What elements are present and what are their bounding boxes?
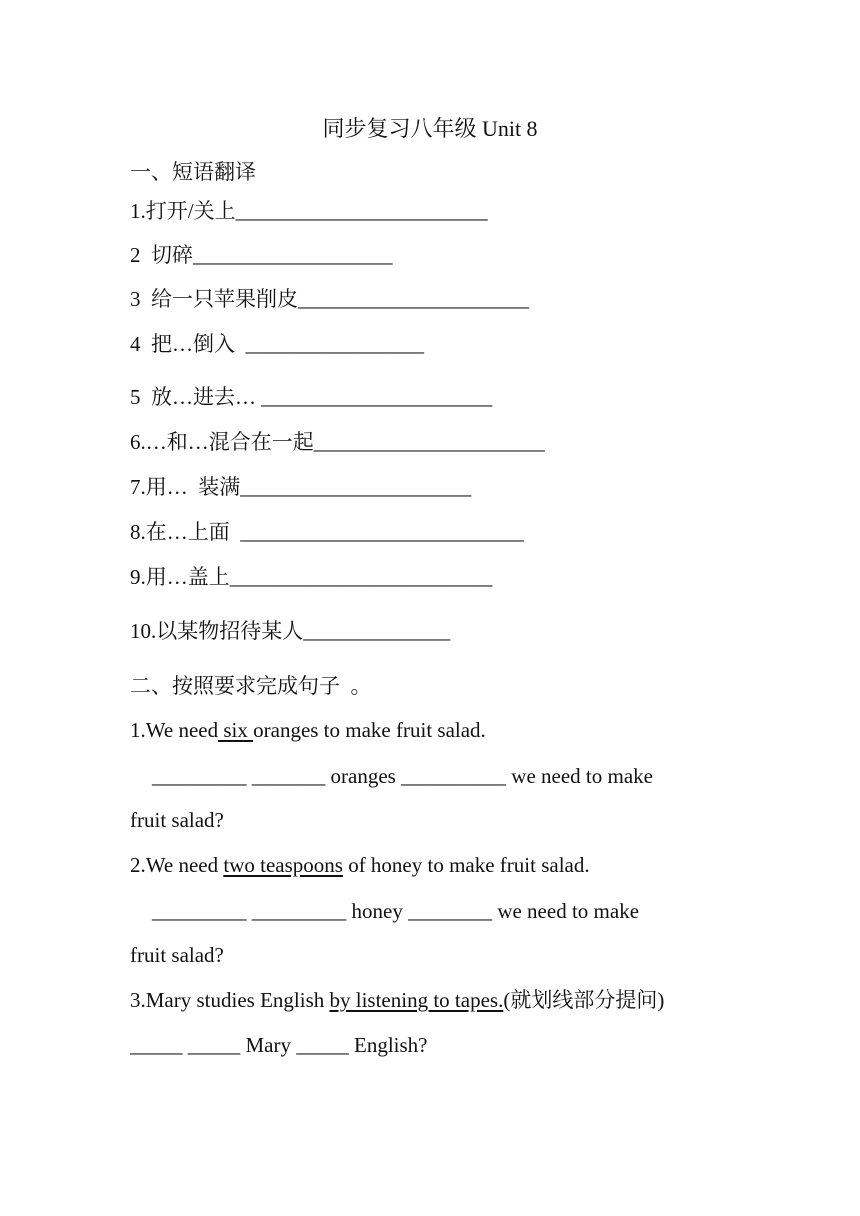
question-3-post: (就划线部分提问) <box>503 988 665 1012</box>
question-2-answer-line-2: fruit salad? <box>130 943 224 967</box>
question-1-answer-line-1: _________ _______ oranges __________ we need to make <box>152 764 653 788</box>
question-3-underlined: by listening to tapes. <box>329 988 504 1012</box>
question-2-post: of honey to make fruit salad. <box>342 853 590 877</box>
question-3-pre: 3.Mary studies English <box>130 988 330 1012</box>
section-heading-translation: 一、短语翻译 <box>130 160 256 184</box>
phrase-item-2: 2 切碎___________________ <box>130 243 393 267</box>
phrase-item-3: 3 给一只苹果削皮______________________ <box>130 287 529 311</box>
question-1 <box>130 716 486 744</box>
page-title: 同步复习八年级 Unit 8 <box>322 116 538 141</box>
phrase-item-8: 8.在…上面 ___________________________ <box>130 520 524 544</box>
phrase-item-10: 10.以某物招待某人______________ <box>130 619 451 643</box>
phrase-item-6: 6.…和…混合在一起______________________ <box>130 430 545 454</box>
question-3-answer-line-1: _____ _____ Mary _____ English? <box>130 1033 428 1057</box>
phrase-item-7: 7.用… 装满______________________ <box>130 475 472 499</box>
question-1-underlined: six <box>218 718 254 742</box>
question-2 <box>130 851 590 879</box>
question-2-underlined: two teaspoons <box>223 853 343 877</box>
question-2-answer-line-1: _________ _________ honey ________ we need to make <box>152 899 640 923</box>
phrase-item-9: 9.用…盖上_________________________ <box>130 565 493 589</box>
section-heading-sentences: 二、按照要求完成句子 。 <box>130 674 372 698</box>
question-3 <box>130 986 664 1014</box>
question-1-answer-line-2: fruit salad? <box>130 808 224 832</box>
phrase-item-5: 5 放…进去… ______________________ <box>130 385 493 409</box>
phrase-item-4: 4 把…倒入 _________________ <box>130 332 424 356</box>
question-1-post: oranges to make fruit salad. <box>253 718 486 742</box>
question-2-pre: 2.We need <box>130 853 224 877</box>
question-1-pre: 1.We need <box>130 718 219 742</box>
phrase-item-1: 1.打开/关上________________________ <box>130 199 488 223</box>
